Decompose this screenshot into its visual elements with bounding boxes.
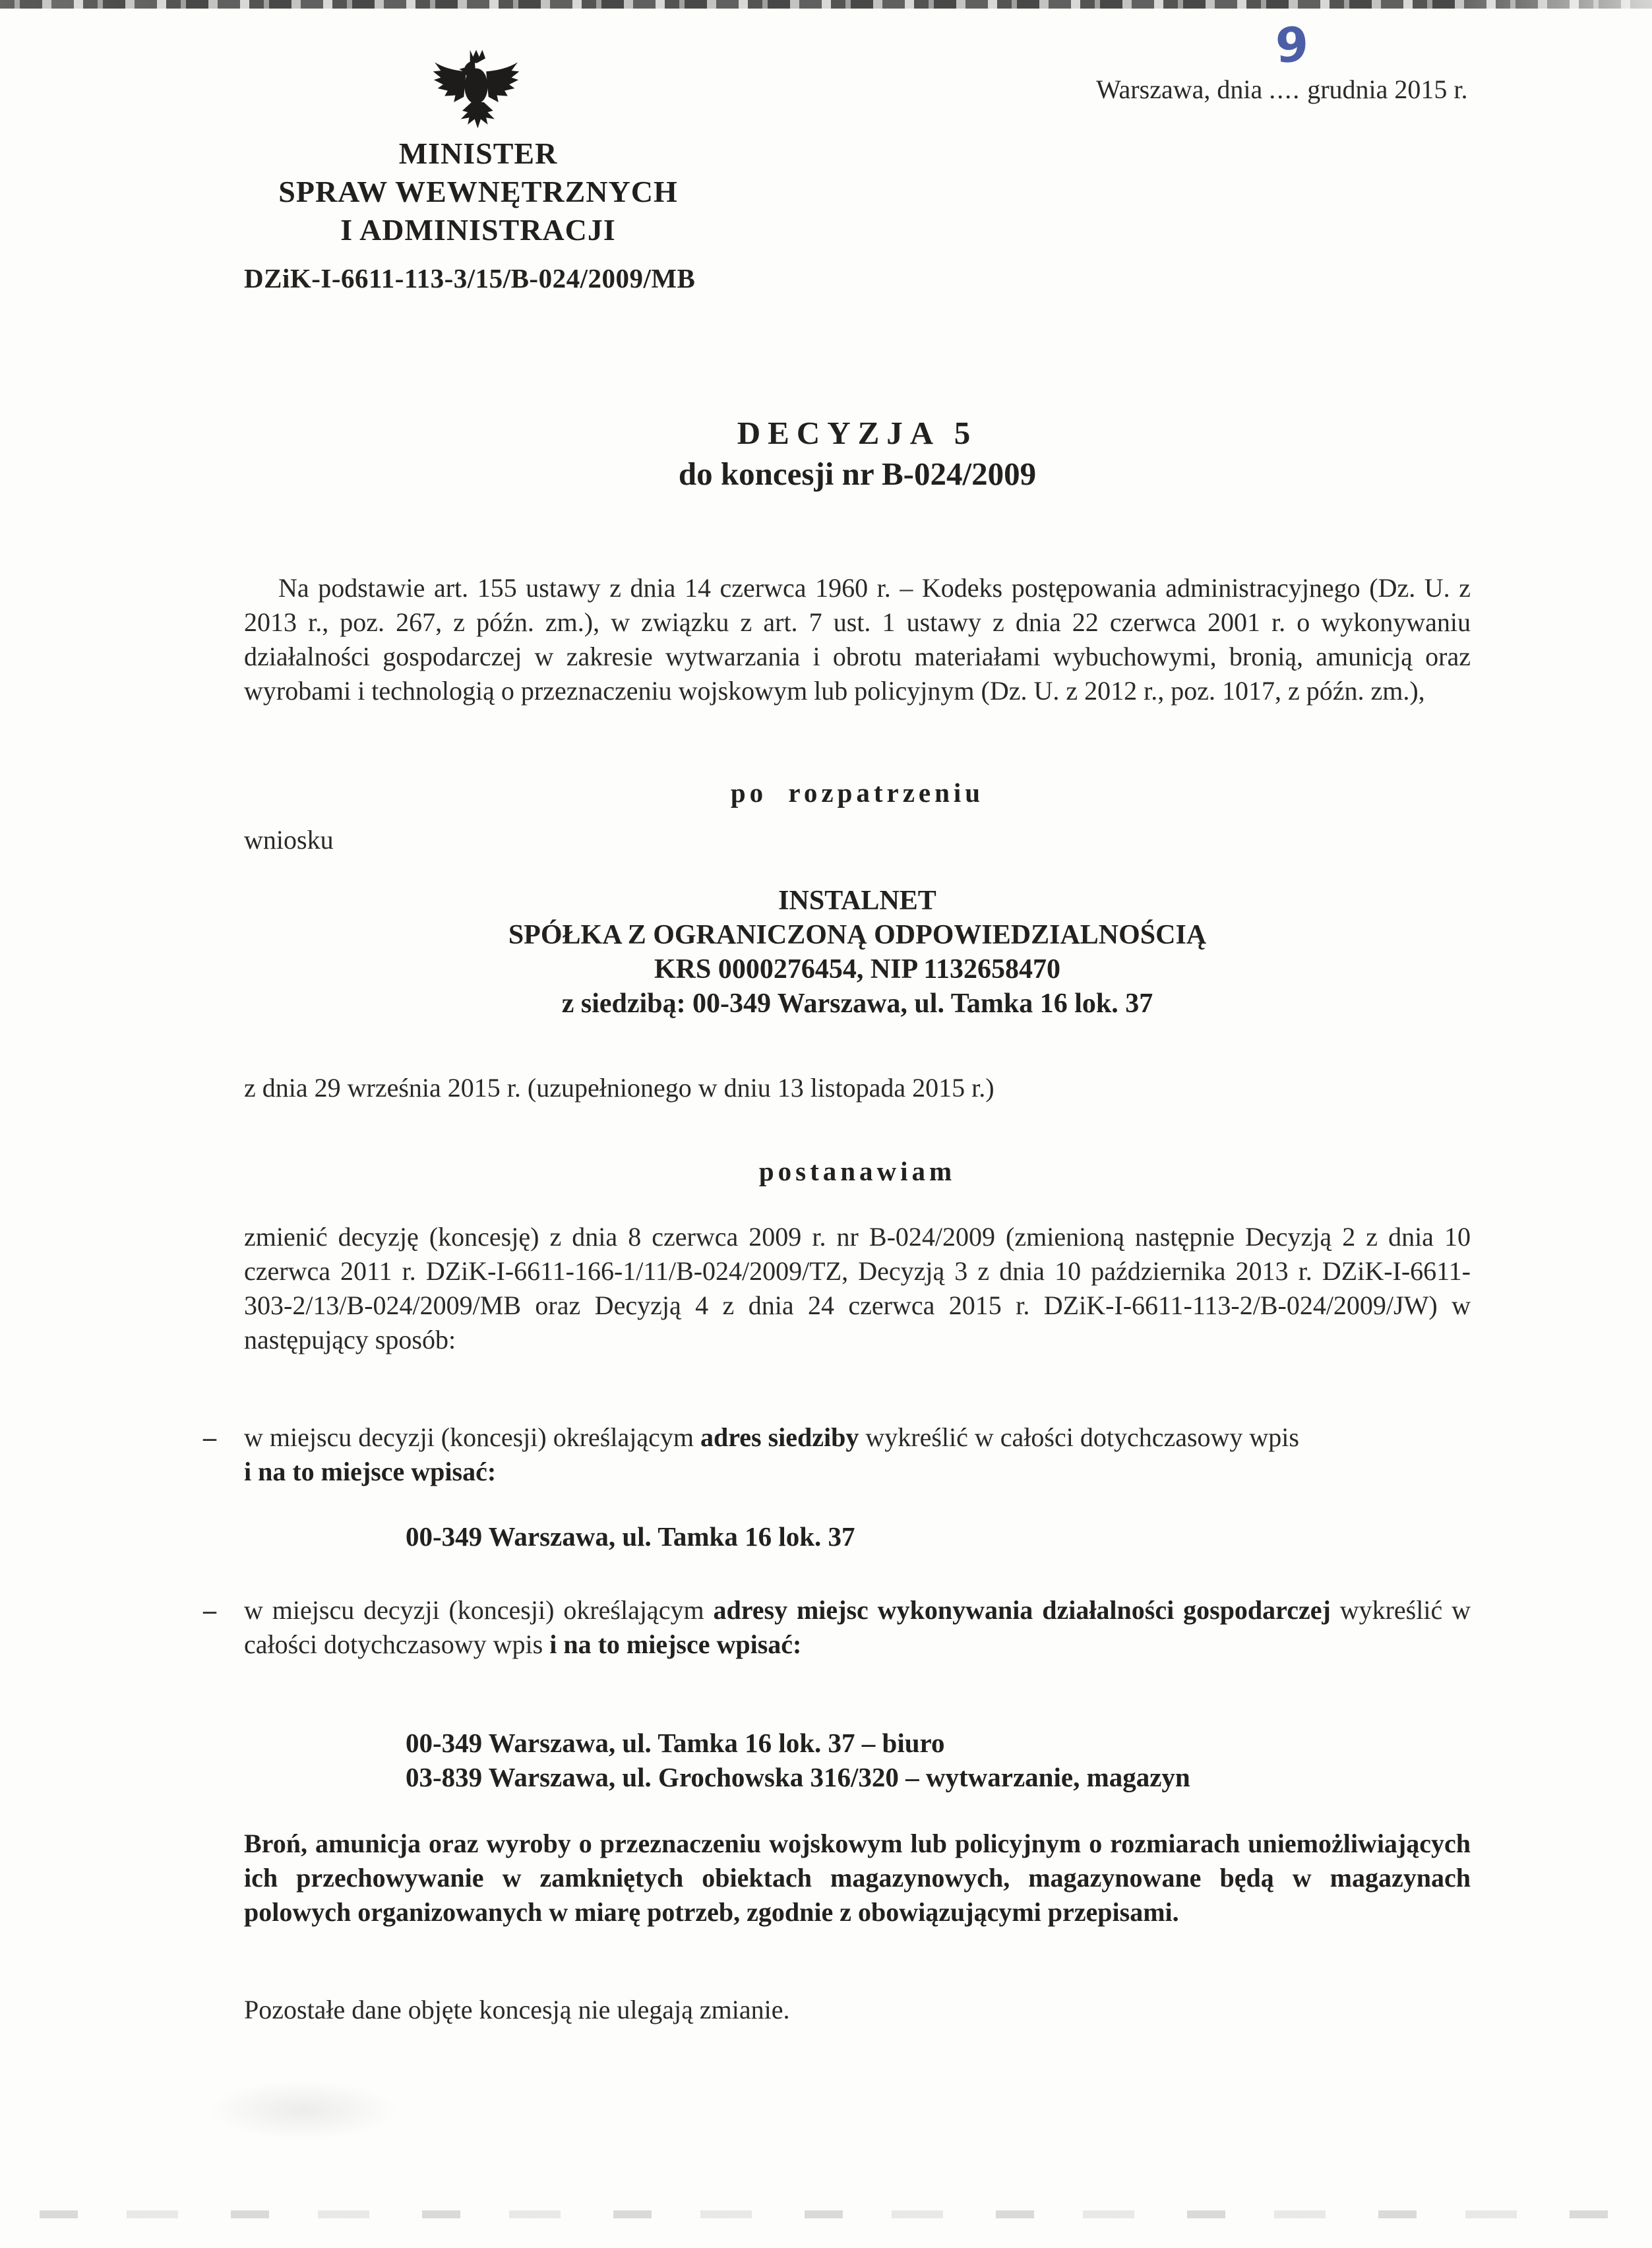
document-title xyxy=(244,413,1471,495)
postanawiam-heading: postanawiam xyxy=(758,1156,956,1186)
case-reference-number: DZiK-I-6611-113-3/15/B-024/2009/MB xyxy=(244,263,696,293)
storage-note-paragraph: Broń, amunicja oraz wyroby o przeznaczeniu wojskowym lub policyjnym o rozmiarach uniemożliwiających ich przechowywanie w zamkniętych obiektach magazynowych, magazynowane będą w magazynach polowych organizowanych w miarę potrzeb, zgodnie z obowiązującymi przepisami. xyxy=(244,1829,1471,1927)
title-line-2: do koncesji nr B-024/2009 xyxy=(678,456,1037,492)
title-line-1: DECYZJA 5 xyxy=(737,415,978,451)
item-bold-phrase: adresy miejsc wykonywania działalności gospodarczej xyxy=(713,1595,1331,1625)
new-seat-address xyxy=(406,1519,1474,1554)
item-bold-tail: i na to miejsce wpisać: xyxy=(549,1629,802,1659)
issuing-authority xyxy=(276,135,681,249)
dash-marker: – xyxy=(203,1595,216,1625)
address-line: 00-349 Warszawa, ul. Tamka 16 lok. 37 xyxy=(406,1521,855,1552)
company-ids: KRS 0000276454, NIP 1132658470 xyxy=(654,954,1061,985)
amendment-item-2 xyxy=(203,1593,1471,1662)
decision-intro-paragraph: zmienić decyzję (koncesję) z dnia 8 czerwca 2009 r. nr B-024/2009 (zmienioną następnie Decyzją 2 z dnia 10 czerwca 2011 r. DZiK-I-6611-166-1/11/B-024/2009/TZ, Decyzją 3 z dnia 10 października 2013 r. DZiK-I-6611-303-2/13/B-024/2009/MB oraz Decyzją 4 z dnia 24 czerwca 2015 r. DZiK-I-6611-113-2/B-024/2009/JW) w następujący sposób: xyxy=(244,1222,1471,1354)
item-text-segment: w miejscu decyzji (koncesji) określającym xyxy=(244,1595,714,1625)
po-rozpatrzeniu-heading: po rozpatrzeniu xyxy=(730,777,985,808)
company-name: INSTALNET xyxy=(778,886,936,916)
item-text-segment: w miejscu decyzji (koncesji) określającym xyxy=(244,1422,700,1452)
date-day-dots xyxy=(1269,15,1311,105)
dots: .... xyxy=(1269,75,1301,104)
wniosku-label: wniosku xyxy=(244,825,334,855)
closing-note: Pozostałe dane objęte koncesją nie ulegają zmianie. xyxy=(244,1995,790,2024)
coat-of-arms-eagle-icon xyxy=(430,46,522,140)
item-text-segment: wykreślić w całości dotychczasowy wpis xyxy=(244,1595,1471,1659)
item-text-segment: wykreślić w całości dotychczasowy wpis xyxy=(859,1422,1299,1452)
item-bold-tail: i na to miejsce wpisać: xyxy=(244,1457,497,1486)
application-date-line: z dnia 29 września 2015 r. (uzupełnionego w dniu 13 listopada 2015 r.) xyxy=(244,1073,994,1103)
date-line xyxy=(1096,15,1597,105)
address-line: 00-349 Warszawa, ul. Tamka 16 lok. 37 – biuro xyxy=(406,1728,945,1758)
company-block xyxy=(244,884,1471,1021)
authority-line-3: I ADMINISTRACJI xyxy=(340,213,616,247)
amendment-item-2-text xyxy=(244,1593,1471,1662)
item-bold-phrase: adres siedziby xyxy=(700,1422,859,1452)
amendment-item-1 xyxy=(203,1420,1471,1489)
authority-line-2: SPRAW WEWNĘTRZNYCH xyxy=(278,175,678,208)
dash-marker: – xyxy=(203,1422,216,1452)
date-prefix: Warszawa, dnia xyxy=(1096,75,1263,104)
scan-artifact-bottom-noise xyxy=(40,2210,1636,2218)
scan-artifact-smudge xyxy=(178,2071,429,2150)
scan-artifact-top-band xyxy=(0,0,1652,9)
amendment-item-1-text xyxy=(244,1420,1471,1489)
company-seat: z siedzibą: 00-349 Warszawa, ul. Tamka 16 lok. 37 xyxy=(561,988,1153,1019)
authority-line-1: MINISTER xyxy=(398,137,558,170)
date-suffix: grudnia 2015 r. xyxy=(1307,75,1468,104)
address-line: 03-839 Warszawa, ul. Grochowska 316/320 – wytwarzanie, magazyn xyxy=(406,1762,1190,1792)
new-business-addresses xyxy=(406,1726,1474,1794)
legal-basis-paragraph: Na podstawie art. 155 ustawy z dnia 14 czerwca 1960 r. – Kodeks postępowania administracyjnego (Dz. U. z 2013 r., poz. 267, z późn. zm.), w związku z art. 7 ust. 1 ustawy z dnia 22 czerwca 2001 r. o wykonywaniu działalności gospodarczej w zakresie wytwarzania i obrotu materiałami wybuchowymi, bronią, amunicją oraz wyrobami i technologią o przeznaczeniu wojskowym lub policyjnym (Dz. U. z 2012 r., poz. 1017, z późn. zm.), xyxy=(244,573,1471,706)
company-form: SPÓŁKA Z OGRANICZONĄ ODPOWIEDZIALNOŚCIĄ xyxy=(508,920,1207,950)
handwritten-day-ink: 9 xyxy=(1274,15,1311,75)
